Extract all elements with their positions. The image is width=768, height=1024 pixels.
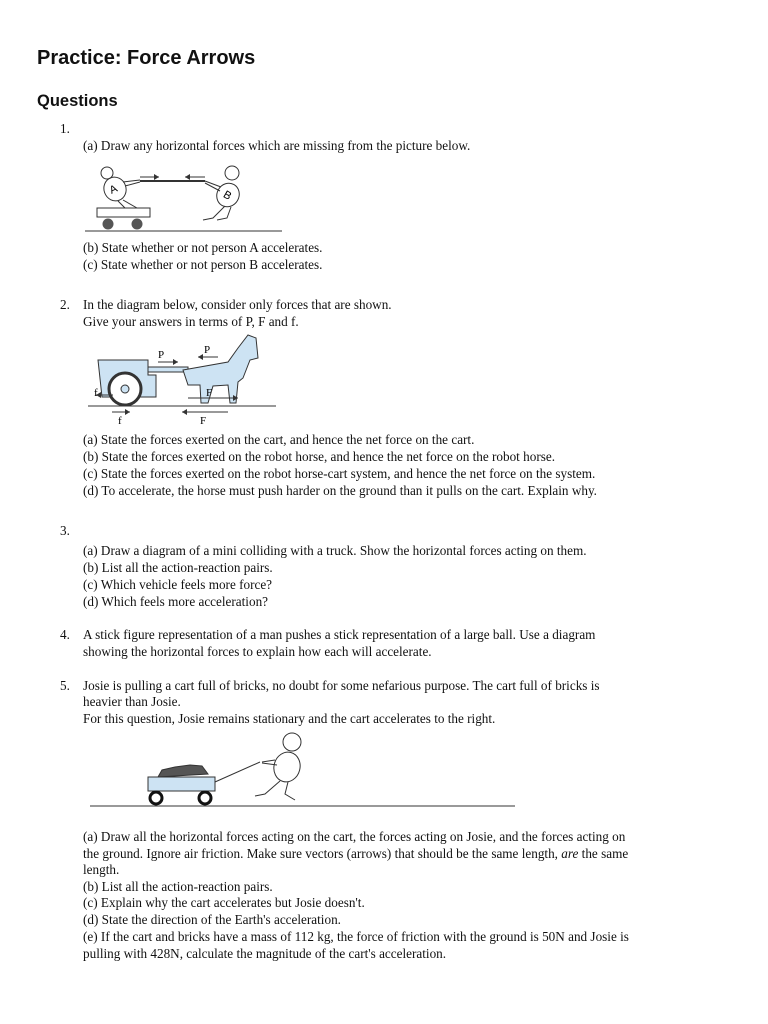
section-heading: Questions [37, 92, 118, 110]
question-part-a: (a) Draw a diagram of a mini colliding with a truck. Show the horizontal forces acting on them. [83, 543, 587, 558]
question-part-c: (c) Explain why the cart accelerates but Josie doesn't. [83, 895, 365, 910]
label-p-cart: P [158, 349, 165, 361]
label-a: A [107, 182, 120, 197]
label-f-horse: F [206, 387, 213, 399]
text-run: the same [578, 846, 629, 861]
question-number: 4. [60, 627, 70, 642]
label-f-ground-horse: F [200, 415, 207, 427]
question-part-c: (c) State whether or not person B accelerates. [83, 257, 323, 272]
josie-cart-figure [90, 732, 520, 812]
label-f-ground: f [118, 415, 122, 427]
label-b: B [221, 188, 234, 203]
question-text: heavier than Josie. [83, 694, 181, 709]
page-title: Practice: Force Arrows [37, 47, 256, 69]
question-part-e-cont: pulling with 428N, calculate the magnitude of the cart's acceleration. [83, 946, 447, 961]
question-number: 2. [60, 297, 70, 312]
question-part-a: (a) State the forces exerted on the cart, and hence the net force on the cart. [83, 432, 475, 447]
question-intro: Give your answers in terms of P, F and f. [83, 314, 299, 329]
question-part-d: (d) State the direction of the Earth's acceleration. [83, 912, 341, 927]
question-number: 3. [60, 523, 70, 538]
question-part-d: (d) To accelerate, the horse must push harder on the ground than it pulls on the cart. Explain why. [83, 483, 597, 498]
question-part-b: (b) State whether or not person A accelerates. [83, 240, 323, 255]
question-part-e: (e) If the cart and bricks have a mass of 112 kg, the force of friction with the ground is 50N and Josie is [83, 929, 629, 944]
question-text: For this question, Josie remains stationary and the cart accelerates to the right. [83, 711, 496, 726]
question-part-b: (b) State the forces exerted on the robot horse, and hence the net force on the robot horse. [83, 449, 556, 464]
question-part-a-cont [83, 846, 628, 862]
tug-of-war-figure [85, 160, 285, 240]
question-part-c: (c) State the forces exerted on the robot horse-cart system, and hence the net force on the system. [83, 466, 596, 481]
question-text: showing the horizontal forces to explain how each will accelerate. [83, 644, 432, 659]
question-part-a: (a) Draw any horizontal forces which are missing from the picture below. [83, 138, 471, 153]
question-part-a: (a) Draw all the horizontal forces acting on the cart, the forces acting on Josie, and the forces acting on [83, 829, 626, 844]
question-number: 5. [60, 678, 70, 693]
label-p-horse: P [204, 344, 211, 356]
question-text: A stick figure representation of a man pushes a stick representation of a large ball. Use a diagram [83, 627, 596, 642]
question-part-d: (d) Which feels more acceleration? [83, 594, 269, 609]
emphasis: are [561, 846, 579, 861]
question-text: Josie is pulling a cart full of bricks, no doubt for some nefarious purpose. The cart full of bricks is [83, 678, 600, 693]
question-part-b: (b) List all the action-reaction pairs. [83, 879, 273, 894]
text-run: the ground. Ignore air friction. Make sure vectors (arrows) that should be the same length, [83, 846, 562, 861]
question-part-a-cont: length. [83, 862, 120, 877]
horse-cart-figure [88, 330, 278, 425]
question-intro: In the diagram below, consider only forces that are shown. [83, 297, 392, 312]
label-f-cart: f [94, 387, 98, 399]
question-part-c: (c) Which vehicle feels more force? [83, 577, 273, 592]
question-number: 1. [60, 121, 70, 136]
question-part-b: (b) List all the action-reaction pairs. [83, 560, 273, 575]
